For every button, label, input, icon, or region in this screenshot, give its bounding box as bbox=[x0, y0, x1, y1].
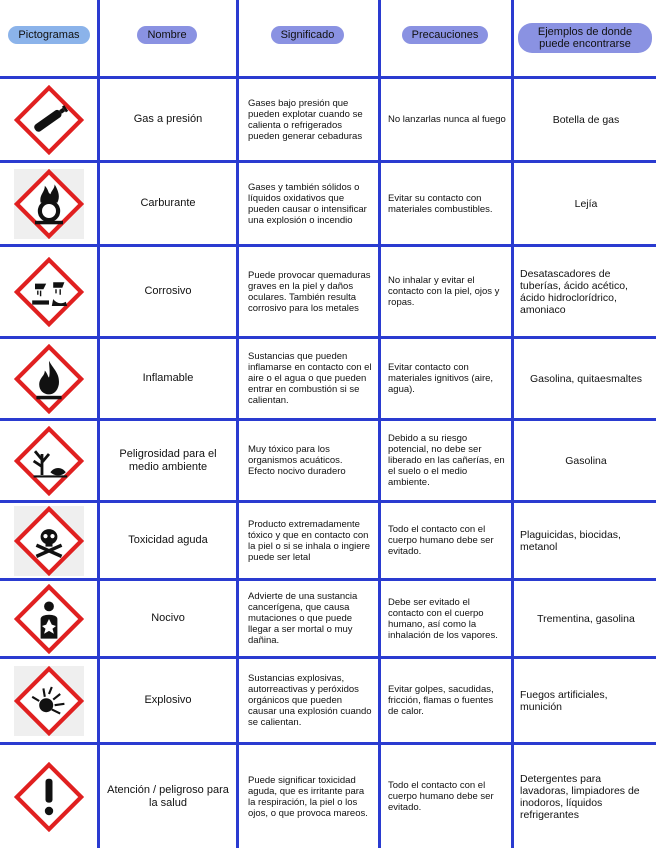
hazard-precautions-text: No lanzarlas nunca al fuego bbox=[388, 114, 506, 125]
hazard-precautions-text: Todo el contacto con el cuerpo humano debe ser evitado. bbox=[388, 780, 494, 813]
hazard-precautions bbox=[388, 659, 506, 742]
hazard-precautions-text: Debe ser evitado el contacto con el cuerpo humano, así como la inhalación de los vapores. bbox=[388, 596, 498, 641]
hazard-meaning-text: Gases y también sólidos o líquidos oxidativos que pueden causar o intensificar una explosión o incendio bbox=[248, 181, 367, 226]
hazard-examples bbox=[520, 745, 652, 848]
column-divider bbox=[236, 0, 239, 848]
hazard-meaning-text: Muy tóxico para los organismos acuáticos. Efecto nocivo duradero bbox=[248, 444, 346, 477]
hazard-meaning-text: Advierte de una sustancia cancerígena, que causa mutaciones o que puede llegar a ser mortal o muy dañina. bbox=[248, 591, 358, 646]
hazard-examples-text: Detergentes para lavadoras, limpiadores de inodoros, líquidos refrigerantes bbox=[520, 772, 640, 821]
flame-icon bbox=[4, 339, 94, 418]
hazard-precautions bbox=[388, 503, 506, 578]
hazard-examples-text: Gasolina bbox=[565, 454, 607, 467]
hazard-precautions bbox=[388, 247, 506, 336]
hazard-name bbox=[104, 421, 232, 500]
hazard-meaning-text: Puede provocar quemaduras graves en la piel y daños oculares. También resulta corrosivo para los metales bbox=[248, 269, 371, 314]
hazard-precautions bbox=[388, 421, 506, 500]
hazard-examples bbox=[520, 79, 652, 160]
hazard-precautions bbox=[388, 581, 506, 656]
hazard-meaning-text: Sustancias explosivas, autorreactivas y peróxidos orgánicos que pueden causar una explosión cuando se calientan. bbox=[248, 673, 372, 728]
header-label: Pictogramas bbox=[8, 26, 89, 44]
corrosion-icon bbox=[4, 247, 94, 336]
hazard-meaning bbox=[248, 745, 372, 848]
hazard-name bbox=[104, 503, 232, 578]
hazard-meaning bbox=[248, 421, 372, 500]
hazard-meaning bbox=[248, 659, 372, 742]
header-pictograms bbox=[4, 22, 94, 48]
hazard-name bbox=[104, 581, 232, 656]
header-label: Ejemplos de donde puede encontrarse bbox=[518, 23, 652, 53]
header-precautions bbox=[381, 22, 509, 48]
hazard-meaning bbox=[248, 247, 372, 336]
hazard-meaning bbox=[248, 163, 372, 244]
hazard-meaning bbox=[248, 79, 372, 160]
hazard-precautions-text: Evitar golpes, sacudidas, fricción, flamas o fuentes de calor. bbox=[388, 684, 494, 717]
hazard-examples bbox=[520, 339, 652, 418]
hazard-meaning-text: Producto extremadamente tóxico y que en contacto con la piel o si se inhala o ingiere puede ser letal bbox=[248, 518, 370, 563]
column-divider bbox=[97, 0, 100, 848]
hazard-name-text: Gas a presión bbox=[133, 113, 203, 125]
hazard-name-text: Nocivo bbox=[151, 612, 185, 624]
hazard-examples bbox=[520, 503, 652, 578]
hazard-name bbox=[104, 79, 232, 160]
hazard-examples-text: Trementina, gasolina bbox=[537, 612, 635, 625]
header-meaning bbox=[239, 22, 376, 48]
hazard-name-text: Peligrosidad para el medio ambiente bbox=[119, 447, 217, 473]
environment-icon bbox=[4, 421, 94, 500]
hazard-examples-text: Plaguicidas, biocidas, metanol bbox=[520, 528, 621, 553]
hazard-precautions bbox=[388, 339, 506, 418]
exploding-bomb-icon bbox=[4, 659, 94, 742]
hazard-precautions-text: Debido a su riesgo potencial, no debe ser liberado en las cañerías, en el suelo o el medio ambiente. bbox=[388, 433, 505, 488]
hazard-examples bbox=[520, 163, 652, 244]
hazard-name bbox=[104, 247, 232, 336]
header-examples bbox=[514, 20, 656, 56]
hazard-name bbox=[104, 163, 232, 244]
hazard-name-text: Explosivo bbox=[144, 694, 192, 706]
header-name bbox=[100, 22, 234, 48]
hazard-meaning-text: Puede significar toxicidad aguda, que es irritante para la respiración, la piel o los ojos, o que provoca mareos. bbox=[248, 774, 368, 819]
hazard-name bbox=[104, 339, 232, 418]
hazard-examples-text: Gasolina, quitaesmaltes bbox=[529, 372, 643, 385]
header-label: Precauciones bbox=[402, 26, 489, 44]
hazard-precautions-text: Evitar contacto con materiales ignitivos (aire, agua). bbox=[388, 362, 494, 395]
hazard-examples-text: Botella de gas bbox=[552, 113, 620, 126]
hazard-precautions bbox=[388, 745, 506, 848]
hazard-meaning-text: Sustancias que pueden inflamarse en contacto con el aire o el agua o que pueden entrar en combustión si se calientan. bbox=[248, 351, 372, 406]
hazard-meaning bbox=[248, 503, 372, 578]
hazard-precautions-text: Evitar su contacto con materiales combustibles. bbox=[388, 192, 493, 215]
hazard-name bbox=[104, 659, 232, 742]
hazard-meaning bbox=[248, 581, 372, 656]
hazard-precautions-text: Todo el contacto con el cuerpo humano debe ser evitado. bbox=[388, 524, 494, 557]
header-label: Nombre bbox=[137, 26, 196, 44]
gas-cylinder-icon bbox=[4, 79, 94, 160]
flame-over-circle-icon bbox=[4, 163, 94, 244]
hazard-examples-text: Lejía bbox=[574, 197, 598, 210]
hazard-precautions bbox=[388, 79, 506, 160]
skull-crossbones-icon bbox=[4, 503, 94, 578]
header-label: Significado bbox=[271, 26, 345, 44]
column-divider bbox=[511, 0, 514, 848]
health-hazard-icon bbox=[4, 581, 94, 656]
hazard-name-text: Toxicidad aguda bbox=[128, 534, 208, 546]
exclamation-mark-icon bbox=[4, 745, 94, 848]
hazard-precautions-text: No inhalar y evitar el contacto con la piel, ojos y ropas. bbox=[388, 275, 500, 308]
hazard-name-text: Inflamable bbox=[142, 372, 194, 384]
hazard-examples-text: Desatascadores de tuberías, ácido acético, ácido hidroclorídrico, amoniaco bbox=[520, 267, 628, 316]
hazard-meaning-text: Gases bajo presión que pueden explotar cuando se calienta o refrigerados pueden generar cebaduras bbox=[248, 97, 363, 142]
hazard-name-text: Atención / peligroso para la salud bbox=[107, 783, 229, 809]
hazard-meaning bbox=[248, 339, 372, 418]
hazard-precautions bbox=[388, 163, 506, 244]
hazard-name-text: Carburante bbox=[140, 197, 196, 209]
hazard-name-text: Corrosivo bbox=[144, 285, 192, 297]
hazard-examples bbox=[520, 247, 652, 336]
hazard-examples bbox=[520, 659, 652, 742]
column-divider bbox=[378, 0, 381, 848]
hazard-examples bbox=[520, 581, 652, 656]
hazard-examples bbox=[520, 421, 652, 500]
hazard-examples-text: Fuegos artificiales, munición bbox=[520, 688, 608, 713]
hazard-name bbox=[104, 745, 232, 848]
